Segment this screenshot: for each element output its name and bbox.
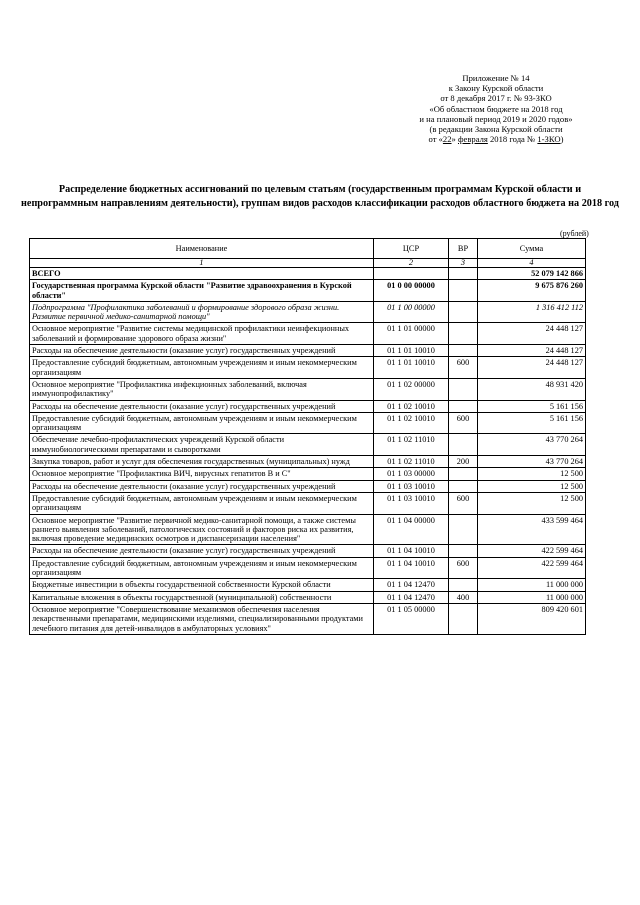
cell-csr: 01 1 03 10010 xyxy=(374,492,449,514)
cell-sum: 43 770 264 xyxy=(478,456,586,468)
cell-sum: 422 599 464 xyxy=(478,545,586,557)
cell-sum: 433 599 464 xyxy=(478,514,586,545)
table-row xyxy=(30,378,586,400)
cell-csr xyxy=(374,268,449,280)
cell-name: Капитальные вложения в объекты государственной (муниципальной) собственности xyxy=(30,591,374,603)
cell-name: Расходы на обеспечение деятельности (оказание услуг) государственных учреждений xyxy=(30,480,374,492)
cell-csr: 01 1 03 00000 xyxy=(374,468,449,480)
appendix-law-number: 1-ЗКО xyxy=(537,134,561,145)
cell-vr xyxy=(449,378,478,400)
cell-csr: 01 1 02 11010 xyxy=(374,456,449,468)
appendix-date-suffix: ) xyxy=(560,134,564,145)
cell-name: Предоставление субсидий бюджетным, автономным учреждениям и иным некоммерческим организациям xyxy=(30,557,374,579)
appendix-date-line xyxy=(380,134,612,144)
cell-sum: 12 500 xyxy=(478,468,586,480)
cell-sum: 809 420 601 xyxy=(478,603,586,634)
appendix-line: к Закону Курской области xyxy=(448,83,544,94)
table-row xyxy=(30,591,586,603)
cell-csr: 01 1 01 00000 xyxy=(374,323,449,345)
cell-sum: 52 079 142 866 xyxy=(478,268,586,280)
cell-csr: 01 0 00 00000 xyxy=(374,280,449,302)
cell-name: Закупка товаров, работ и услуг для обеспечения государственных (муниципальных) нужд xyxy=(30,456,374,468)
cell-sum: 12 500 xyxy=(478,480,586,492)
cell-vr xyxy=(449,345,478,357)
cell-name: Предоставление субсидий бюджетным, автономным учреждениям и иным некоммерческим организациям xyxy=(30,492,374,514)
cell-sum: 11 000 000 xyxy=(478,591,586,603)
cell-vr xyxy=(449,268,478,280)
column-header-vr: ВР xyxy=(449,239,478,259)
appendix-line: от 8 декабря 2017 г. № 93-ЗКО xyxy=(440,93,552,104)
appendix-date-sep: » xyxy=(451,134,458,145)
document-title: Распределение бюджетных ассигнований по целевым статьям (государственным программам Курской области и непрограммным направлениям деятельности), группам видов расходов классификации расходов областного бюджета на 2018 год xyxy=(21,184,619,209)
cell-vr: 400 xyxy=(449,591,478,603)
cell-sum: 5 161 156 xyxy=(478,400,586,412)
cell-sum: 24 448 127 xyxy=(478,323,586,345)
table-row xyxy=(30,268,586,280)
cell-csr: 01 1 01 10010 xyxy=(374,357,449,379)
cell-csr: 01 1 02 10010 xyxy=(374,400,449,412)
table-row xyxy=(30,557,586,579)
cell-vr: 200 xyxy=(449,456,478,468)
index-cell: 2 xyxy=(374,259,449,268)
table-row xyxy=(30,400,586,412)
cell-name: Основное мероприятие "Профилактика инфекционных заболеваний, включая иммунопрофилактику" xyxy=(30,378,374,400)
cell-vr xyxy=(449,323,478,345)
appendix-line: «Об областном бюджете на 2018 год xyxy=(429,103,563,114)
table-header-row xyxy=(30,239,586,259)
cell-sum: 43 770 264 xyxy=(478,434,586,456)
cell-csr: 01 1 04 12470 xyxy=(374,591,449,603)
cell-name: Расходы на обеспечение деятельности (оказание услуг) государственных учреждений xyxy=(30,400,374,412)
cell-name: Бюджетные инвестиции в объекты государственной собственности Курской области xyxy=(30,579,374,591)
column-header-sum: Сумма xyxy=(478,239,586,259)
column-header-csr: ЦСР xyxy=(374,239,449,259)
cell-name: Основное мероприятие "Развитие первичной медико-санитарной помощи, а также системы раннего выявления заболеваний, патологических состояний и факторов риска их развития, включая проведение медицинских осмотров и диспансеризации населения" xyxy=(30,514,374,545)
appendix-header xyxy=(380,73,612,144)
cell-csr: 01 1 03 10010 xyxy=(374,480,449,492)
cell-csr: 01 1 04 12470 xyxy=(374,579,449,591)
cell-name: Предоставление субсидий бюджетным, автономным учреждениям и иным некоммерческим организациям xyxy=(30,412,374,434)
table-row xyxy=(30,301,586,323)
table-row xyxy=(30,603,586,634)
cell-vr xyxy=(449,545,478,557)
table-index-row xyxy=(30,259,586,268)
table-row xyxy=(30,456,586,468)
cell-vr xyxy=(449,480,478,492)
column-header-name: Наименование xyxy=(30,239,374,259)
cell-vr xyxy=(449,468,478,480)
cell-vr xyxy=(449,301,478,323)
table-row xyxy=(30,357,586,379)
cell-vr: 600 xyxy=(449,557,478,579)
cell-csr: 01 1 04 10010 xyxy=(374,557,449,579)
cell-name: Основное мероприятие "Совершенствование механизмов обеспечения населения лекарственными препаратами, медицинскими изделиями, специализированными продуктами лечебного питания для детей-инвалидов в амбулаторных условиях" xyxy=(30,603,374,634)
budget-table xyxy=(29,238,586,635)
cell-sum: 12 500 xyxy=(478,492,586,514)
units-label: (рублей) xyxy=(560,229,589,238)
cell-csr: 01 1 05 00000 xyxy=(374,603,449,634)
cell-name: Расходы на обеспечение деятельности (оказание услуг) государственных учреждений xyxy=(30,345,374,357)
cell-vr xyxy=(449,400,478,412)
index-cell: 3 xyxy=(449,259,478,268)
cell-name: ВСЕГО xyxy=(30,268,374,280)
cell-name: Государственная программа Курской области "Развитие здравоохранения в Курской области" xyxy=(30,280,374,302)
cell-csr: 01 1 02 10010 xyxy=(374,412,449,434)
index-cell: 4 xyxy=(478,259,586,268)
cell-csr: 01 1 04 00000 xyxy=(374,514,449,545)
cell-vr xyxy=(449,280,478,302)
cell-name: Подпрограмма "Профилактика заболеваний и формирование здорового образа жизни. Развитие первичной медико-санитарной помощи" xyxy=(30,301,374,323)
table-row xyxy=(30,514,586,545)
cell-name: Предоставление субсидий бюджетным, автономным учреждениям и иным некоммерческим организациям xyxy=(30,357,374,379)
table-row xyxy=(30,468,586,480)
table-row xyxy=(30,280,586,302)
cell-sum: 11 000 000 xyxy=(478,579,586,591)
cell-name: Основное мероприятие "Профилактика ВИЧ, вирусных гепатитов В и С" xyxy=(30,468,374,480)
cell-sum: 5 161 156 xyxy=(478,412,586,434)
cell-vr xyxy=(449,434,478,456)
cell-vr xyxy=(449,514,478,545)
cell-vr: 600 xyxy=(449,412,478,434)
table-body xyxy=(30,268,586,635)
cell-csr: 01 1 01 10010 xyxy=(374,345,449,357)
appendix-date-prefix: от « xyxy=(428,134,443,145)
cell-name: Основное мероприятие "Развитие системы медицинской профилактики неинфекционных заболеваний и формирование здорового образа жизни" xyxy=(30,323,374,345)
appendix-date-month: февраля xyxy=(457,134,488,145)
cell-vr: 600 xyxy=(449,492,478,514)
appendix-line: Приложение № 14 xyxy=(462,73,530,83)
cell-vr xyxy=(449,603,478,634)
cell-name: Обеспечение лечебно-профилактических учреждений Курской области иммунобиологическими препаратами и сыворотками xyxy=(30,434,374,456)
table-row xyxy=(30,579,586,591)
table-row xyxy=(30,434,586,456)
cell-sum: 24 448 127 xyxy=(478,345,586,357)
appendix-date-year: 2018 года № xyxy=(487,134,538,145)
cell-sum: 24 448 127 xyxy=(478,357,586,379)
table-row xyxy=(30,412,586,434)
cell-csr: 01 1 02 11010 xyxy=(374,434,449,456)
cell-name: Расходы на обеспечение деятельности (оказание услуг) государственных учреждений xyxy=(30,545,374,557)
cell-sum: 48 931 420 xyxy=(478,378,586,400)
index-cell: 1 xyxy=(30,259,374,268)
table-row xyxy=(30,492,586,514)
table-row xyxy=(30,345,586,357)
cell-vr xyxy=(449,579,478,591)
table-row xyxy=(30,545,586,557)
appendix-line: (в редакции Закона Курской области xyxy=(429,124,563,135)
cell-csr: 01 1 04 10010 xyxy=(374,545,449,557)
table-row xyxy=(30,480,586,492)
cell-csr: 01 1 02 00000 xyxy=(374,378,449,400)
appendix-date-day: 22 xyxy=(442,134,452,145)
appendix-line: и на плановый период 2019 и 2020 годов» xyxy=(419,113,573,124)
cell-sum: 1 316 412 112 xyxy=(478,301,586,323)
cell-sum: 9 675 876 260 xyxy=(478,280,586,302)
cell-vr: 600 xyxy=(449,357,478,379)
cell-sum: 422 599 464 xyxy=(478,557,586,579)
cell-csr: 01 1 00 00000 xyxy=(374,301,449,323)
table-row xyxy=(30,323,586,345)
